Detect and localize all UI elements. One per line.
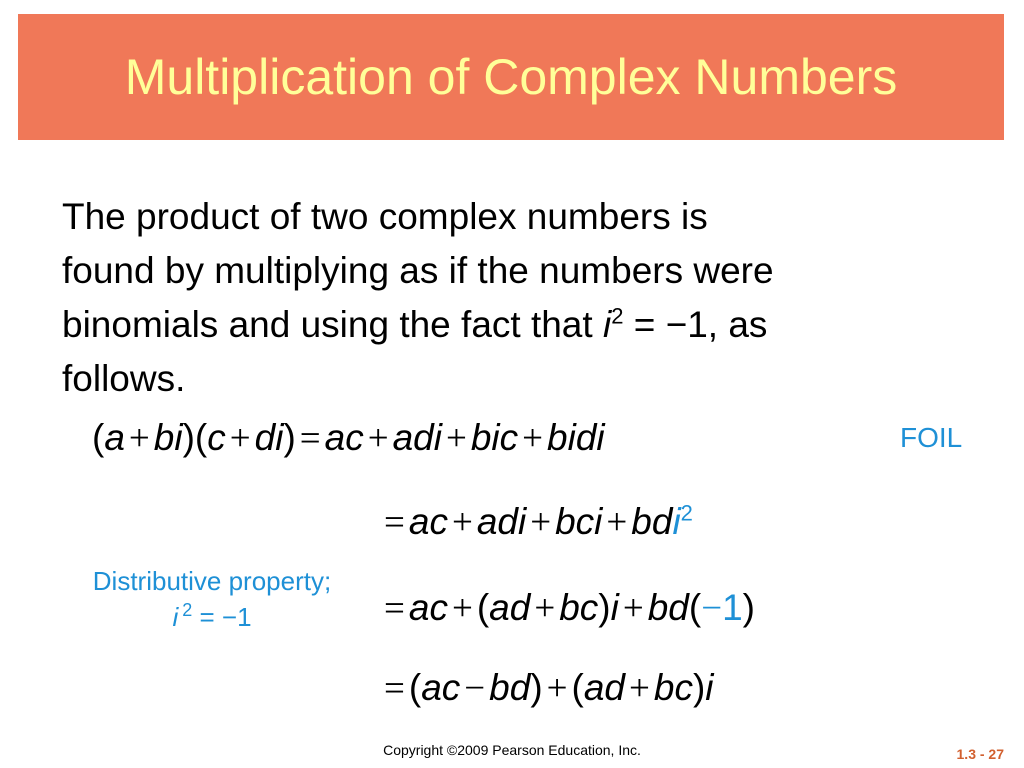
note-rest: = −1 — [192, 602, 252, 632]
intro-line-2: found by multiplying as if the numbers were — [62, 250, 774, 291]
eq1-paren: ( — [194, 417, 208, 458]
note-exponent: 2 — [182, 600, 193, 621]
eq3-paren: ( — [476, 587, 490, 628]
intro-exponent: 2 — [611, 303, 624, 329]
eq2-operator: + — [530, 502, 552, 543]
title-bar — [18, 14, 1004, 140]
eq3-term: bc — [559, 587, 599, 628]
eq3-negative-highlight: − — [701, 588, 723, 629]
intro-line-3-prefix: binomials and using the fact that — [62, 304, 603, 345]
copyright-footer: Copyright ©2009 Pearson Education, Inc. — [383, 742, 641, 758]
equation-step-2 — [380, 498, 693, 547]
eq1-paren: ) — [283, 417, 296, 458]
eq3-term: i — [610, 587, 619, 628]
eq1-term: ac — [324, 417, 364, 458]
foil-label: FOIL — [900, 422, 963, 453]
slide-title: Multiplication of Complex Numbers — [124, 49, 898, 105]
eq2-operator: + — [451, 502, 473, 543]
eq1-operator: + — [445, 418, 467, 459]
eq1-operator: + — [367, 418, 389, 459]
eq3-operator: + — [622, 588, 644, 629]
eq1-paren: ( — [92, 417, 105, 458]
eq1-operator: + — [522, 418, 544, 459]
eq1-term: adi — [392, 417, 442, 458]
eq4-operator: − — [464, 668, 486, 709]
eq2-term: bci — [555, 501, 603, 542]
eq4-term: ac — [421, 667, 461, 708]
eq2-operator: + — [606, 502, 628, 543]
eq1-term: di — [254, 417, 284, 458]
equation-foil — [92, 414, 605, 463]
eq4-paren: ) — [530, 667, 543, 708]
equation-step-4 — [380, 664, 714, 713]
eq4-term: ad — [583, 667, 625, 708]
eq2-exponent: 2 — [680, 500, 693, 526]
eq4-equals: = — [384, 668, 405, 709]
eq3-term: ad — [489, 587, 531, 628]
page-number: 1.3 - 27 — [956, 746, 1004, 762]
eq4-operator: + — [546, 668, 568, 709]
distributive-note — [52, 563, 372, 635]
eq4-term: i — [705, 667, 714, 708]
note-line-2 — [52, 599, 372, 635]
intro-line-4: follows. — [62, 358, 186, 399]
eq1-term: bidi — [547, 417, 605, 458]
eq3-operator: + — [451, 588, 473, 629]
eq3-equals: = — [384, 588, 405, 629]
intro-line-3 — [62, 298, 982, 352]
eq1-term: bi — [153, 417, 183, 458]
eq3-paren: ) — [598, 587, 611, 628]
equation-step-3 — [380, 584, 755, 633]
intro-i-symbol: i — [602, 304, 612, 345]
eq4-paren: ) — [692, 667, 706, 708]
eq1-operator: + — [229, 418, 251, 459]
eq3-term: bd — [647, 587, 689, 628]
eq4-term: bc — [653, 667, 693, 708]
intro-line-1: The product of two complex numbers is — [62, 196, 708, 237]
eq1-term: a — [104, 417, 125, 458]
eq3-paren: ) — [742, 587, 755, 628]
note-line-1: Distributive property; — [92, 566, 332, 596]
eq3-paren: ( — [688, 587, 702, 628]
eq4-term: bd — [489, 667, 531, 708]
intro-line-3-suffix: = −1, as — [623, 304, 768, 345]
eq3-operator: + — [534, 588, 556, 629]
eq1-paren: ) — [182, 417, 195, 458]
eq4-paren: ( — [571, 667, 584, 708]
eq4-operator: + — [629, 668, 650, 709]
eq1-equals: = — [299, 418, 321, 459]
eq3-one-highlight: 1 — [722, 587, 743, 628]
eq2-term: adi — [476, 501, 527, 542]
note-i-symbol: i — [172, 602, 179, 632]
eq2-term: ac — [408, 501, 448, 542]
eq1-term: c — [207, 417, 226, 458]
eq1-operator: + — [128, 418, 150, 459]
eq2-term: bd — [631, 501, 673, 542]
eq3-term: ac — [408, 587, 448, 628]
eq2-equals: = — [384, 502, 405, 543]
eq1-term: bic — [470, 417, 519, 458]
eq2-i-highlight: i — [672, 501, 681, 542]
intro-paragraph — [62, 190, 982, 406]
eq4-paren: ( — [408, 667, 422, 708]
